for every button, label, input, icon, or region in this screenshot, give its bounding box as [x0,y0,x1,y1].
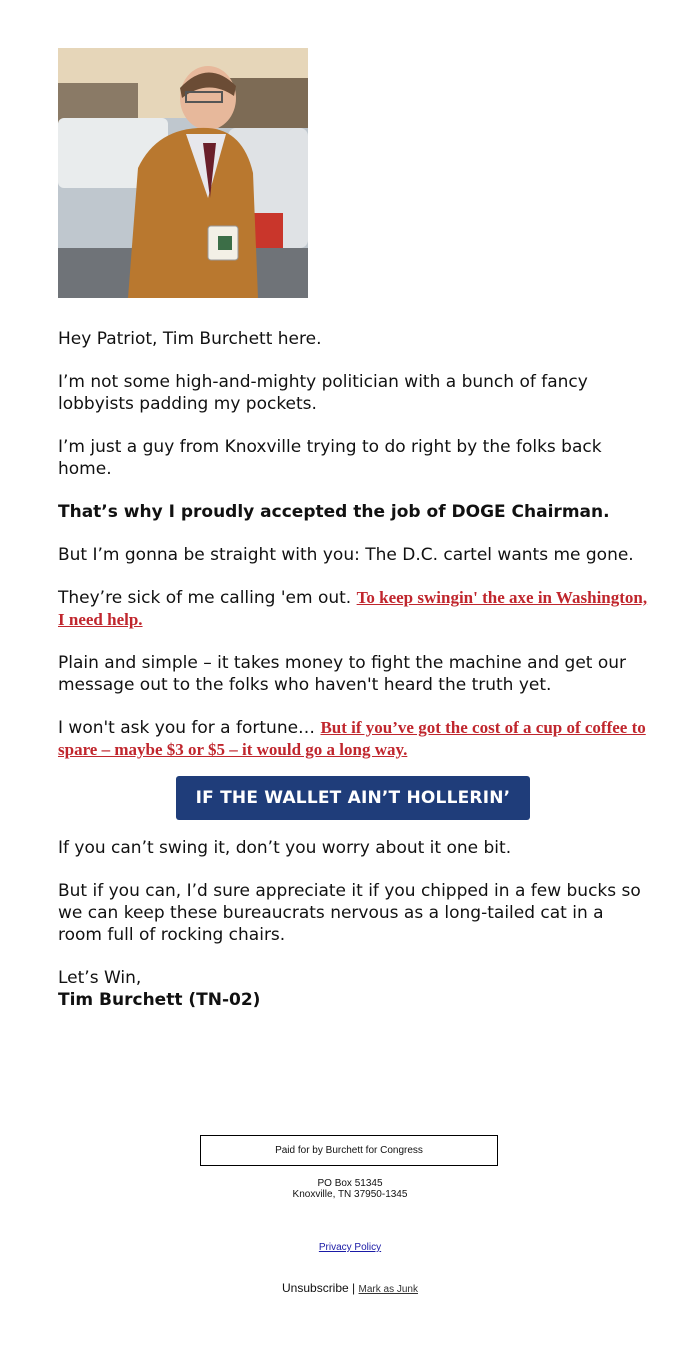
paragraph-2: I’m just a guy from Knoxville trying to do right by the folks back home. [58,437,602,479]
donate-button[interactable]: IF THE WALLET AIN’T HOLLERIN’ [176,776,531,820]
paragraph-9: But if you can, I’d sure appreciate it if you chipped in a few bucks so we can keep these bureaucrats nervous as a long-tailed cat in a room full of rocking chairs. [58,881,641,945]
paragraph-7 [58,717,648,761]
paragraph-4: But I’m gonna be straight with you: The D.C. cartel wants me gone. [58,545,634,565]
paragraph-1: I’m not some high-and-mighty politician with a bunch of fancy lobbyists padding my pockets. [58,372,588,414]
mailing-address [0,1178,700,1200]
mark-as-junk-link[interactable]: Mark as Junk [358,1284,418,1295]
signature: Tim Burchett (TN-02) [58,990,261,1010]
help-donate-link[interactable]: To keep swingin' the axe in Washington, I need help. [58,588,648,629]
paid-for-disclaimer [200,1135,498,1166]
privacy-policy-link[interactable]: Privacy Policy [318,1242,382,1253]
unsubscribe-link[interactable]: Unsubscribe [282,1281,349,1295]
cta-container [58,776,648,820]
candidate-photo [58,48,308,298]
paid-for-text: Paid for by Burchett for Congress [275,1145,423,1156]
address-line-2: Knoxville, TN 37950-1345 [292,1189,408,1200]
paragraph-5 [58,587,648,631]
paragraph-doge: That’s why I proudly accepted the job of DOGE Chairman. [58,502,610,522]
paragraph-7-text: I won't ask you for a fortune… [58,718,321,738]
paragraph-6: Plain and simple – it takes money to fight the machine and get our message out to the folks who haven't heard the truth yet. [58,653,627,695]
coffee-donate-link[interactable]: But if you’ve got the cost of a cup of coffee to spare – maybe $3 or $5 – it would go a long way. [58,718,646,759]
email-body [58,48,648,1011]
privacy-row [0,1242,700,1253]
address-line-1: PO Box 51345 [317,1178,383,1189]
paragraph-5-text: They’re sick of me calling 'em out. [58,588,357,608]
footer-separator: | [352,1281,356,1295]
unsubscribe-row [0,1281,700,1295]
paragraph-8: If you can’t swing it, don’t you worry about it one bit. [58,838,512,858]
sign-off: Let’s Win, [58,968,142,988]
greeting: Hey Patriot, Tim Burchett here. [58,329,322,349]
